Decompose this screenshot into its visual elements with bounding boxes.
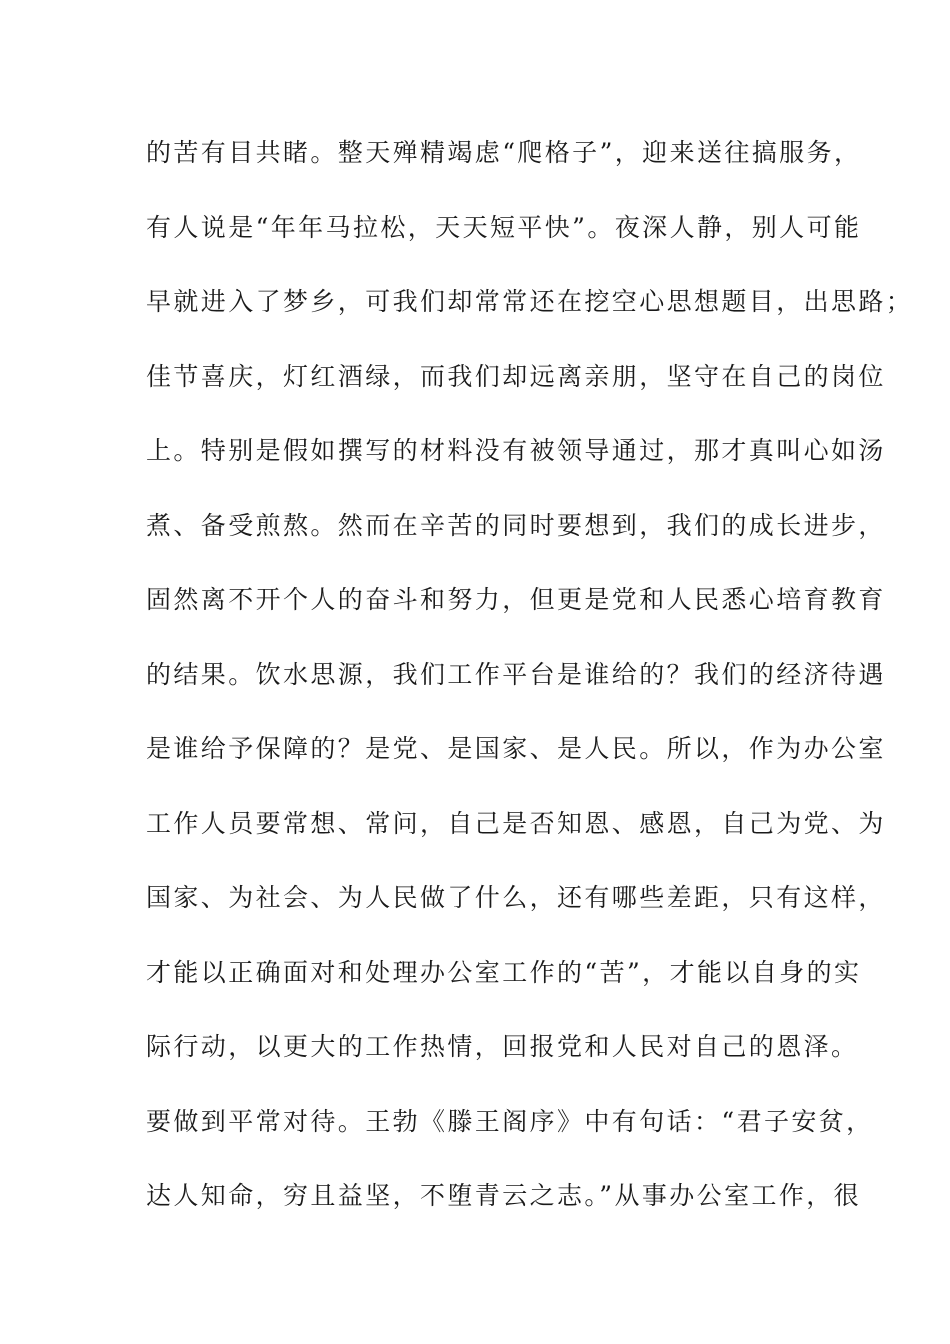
text-line: 才能以正确面对和处理办公室工作的“苦”，才能以自身的实 [146,957,862,987]
text-line: 际行动，以更大的工作热情，回报党和人民对自己的恩泽。 [146,1032,859,1061]
text-line: 国家、为社会、为人民做了什么，还有哪些差距，只有这样， [146,883,886,912]
text-line: 要做到平常对待。王勃《滕王阁序》中有句话：“君子安贫， [146,1106,874,1136]
text-line: 达人知命，穷且益坚，不堕青云之志。”从事办公室工作，很 [146,1181,862,1210]
text-line: 佳节喜庆，灯红酒绿，而我们却远离亲朋，坚守在自己的岗位 [146,361,886,391]
text-line: 的苦有目共睹。整天殚精竭虑“爬格子”，迎来送往搞服务， [146,138,862,167]
text-line: 上。特别是假如撰写的材料没有被领导通过，那才真叫心如汤 [146,436,886,465]
body-text [146,126,914,1244]
text-line: 是谁给予保障的？是党、是国家、是人民。所以，作为办公室 [146,734,886,763]
text-line: 的结果。饮水思源，我们工作平台是谁给的？我们的经济待遇 [146,659,886,689]
text-line: 煮、备受煎熬。然而在辛苦的同时要想到，我们的成长进步， [146,510,886,540]
text-line: 工作人员要常想、常问，自己是否知恩、感恩，自己为党、为 [146,808,886,838]
text-line: 有人说是“年年马拉松，天天短平快”。夜深人静，别人可能 [146,212,862,242]
text-line: 早就进入了梦乡，可我们却常常还在挖空心思想题目，出思路； [146,287,914,316]
text-line: 固然离不开个人的奋斗和努力，但更是党和人民悉心培育教育 [146,585,886,614]
